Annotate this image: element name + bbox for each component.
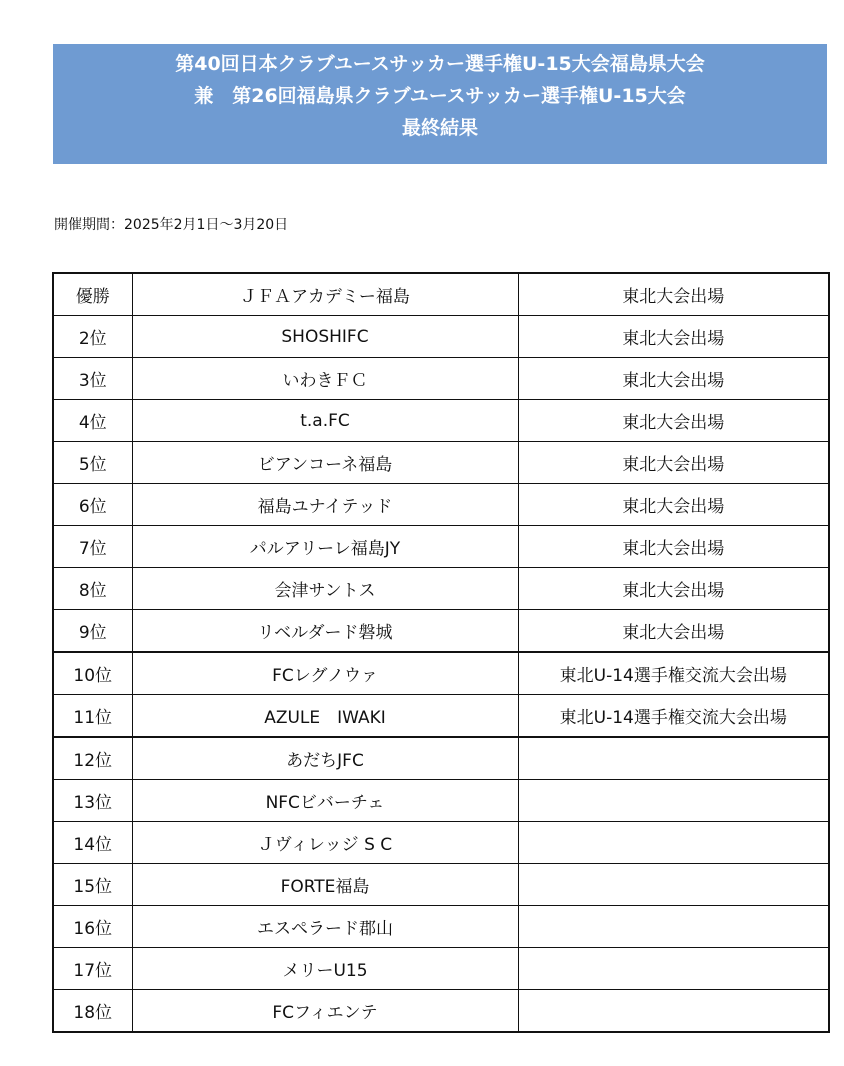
table-row: [53, 864, 829, 906]
team-cell: いわきＦＣ: [132, 358, 518, 400]
title-banner: [53, 44, 827, 164]
team-cell: FCフィエンテ: [132, 990, 518, 1033]
table-row: [53, 990, 829, 1033]
table-row: [53, 822, 829, 864]
table-row: [53, 737, 829, 780]
note-cell: 東北大会出場: [518, 610, 829, 653]
table-row: [53, 442, 829, 484]
note-cell: [518, 737, 829, 780]
team-cell: FCレグノウァ: [132, 652, 518, 695]
rank-cell: 2位: [53, 316, 132, 358]
team-cell: パルアリーレ福島JY: [132, 526, 518, 568]
rank-cell: 12位: [53, 737, 132, 780]
rank-cell: 8位: [53, 568, 132, 610]
team-cell: メリーU15: [132, 948, 518, 990]
table-row: [53, 484, 829, 526]
note-cell: 東北大会出場: [518, 316, 829, 358]
team-cell: ビアンコーネ福島: [132, 442, 518, 484]
team-cell: t.a.FC: [132, 400, 518, 442]
note-cell: [518, 990, 829, 1033]
table-row: [53, 652, 829, 695]
title-line-3: 最終結果: [401, 117, 478, 139]
note-cell: 東北大会出場: [518, 358, 829, 400]
note-cell: [518, 822, 829, 864]
table-row: [53, 906, 829, 948]
rank-cell: 優勝: [53, 273, 132, 316]
rank-cell: 6位: [53, 484, 132, 526]
team-cell: 福島ユナイテッド: [132, 484, 518, 526]
team-cell: FORTE福島: [132, 864, 518, 906]
team-cell: 会津サントス: [132, 568, 518, 610]
rank-cell: 13位: [53, 780, 132, 822]
team-cell: Ｊヴィレッジ S C: [132, 822, 518, 864]
team-cell: リベルダード磐城: [132, 610, 518, 653]
team-cell: エスペラード郡山: [132, 906, 518, 948]
results-table: [52, 272, 830, 1033]
table-row: [53, 273, 829, 316]
note-cell: [518, 864, 829, 906]
rank-cell: 3位: [53, 358, 132, 400]
note-cell: [518, 948, 829, 990]
note-cell: [518, 780, 829, 822]
note-cell: 東北大会出場: [518, 442, 829, 484]
team-cell: AZULE IWAKI: [132, 695, 518, 738]
note-cell: 東北大会出場: [518, 400, 829, 442]
rank-cell: 7位: [53, 526, 132, 568]
team-cell: SHOSHIFC: [132, 316, 518, 358]
rank-cell: 11位: [53, 695, 132, 738]
table-row: [53, 610, 829, 653]
table-row: [53, 695, 829, 738]
note-cell: 東北大会出場: [518, 526, 829, 568]
rank-cell: 5位: [53, 442, 132, 484]
team-cell: NFCビバーチェ: [132, 780, 518, 822]
table-row: [53, 316, 829, 358]
table-row: [53, 400, 829, 442]
rank-cell: 10位: [53, 652, 132, 695]
rank-cell: 4位: [53, 400, 132, 442]
table-row: [53, 780, 829, 822]
note-cell: 東北大会出場: [518, 568, 829, 610]
title-line-2: 兼 第26回福島県クラブユースサッカー選手権U-15大会: [194, 85, 686, 107]
team-cell: あだちJFC: [132, 737, 518, 780]
note-cell: 東北大会出場: [518, 484, 829, 526]
title-line-1: 第40回日本クラブユースサッカー選手権U-15大会福島県大会: [175, 53, 705, 75]
note-cell: 東北U-14選手権交流大会出場: [518, 695, 829, 738]
event-period: 開催期間：2025年2月1日～3月20日: [54, 217, 289, 233]
rank-cell: 9位: [53, 610, 132, 653]
table-row: [53, 948, 829, 990]
rank-cell: 14位: [53, 822, 132, 864]
table-row: [53, 526, 829, 568]
table-row: [53, 568, 829, 610]
team-cell: ＪＦＡアカデミー福島: [132, 273, 518, 316]
rank-cell: 16位: [53, 906, 132, 948]
note-cell: [518, 906, 829, 948]
rank-cell: 15位: [53, 864, 132, 906]
note-cell: 東北大会出場: [518, 273, 829, 316]
rank-cell: 18位: [53, 990, 132, 1033]
note-cell: 東北U-14選手権交流大会出場: [518, 652, 829, 695]
table-row: [53, 358, 829, 400]
rank-cell: 17位: [53, 948, 132, 990]
